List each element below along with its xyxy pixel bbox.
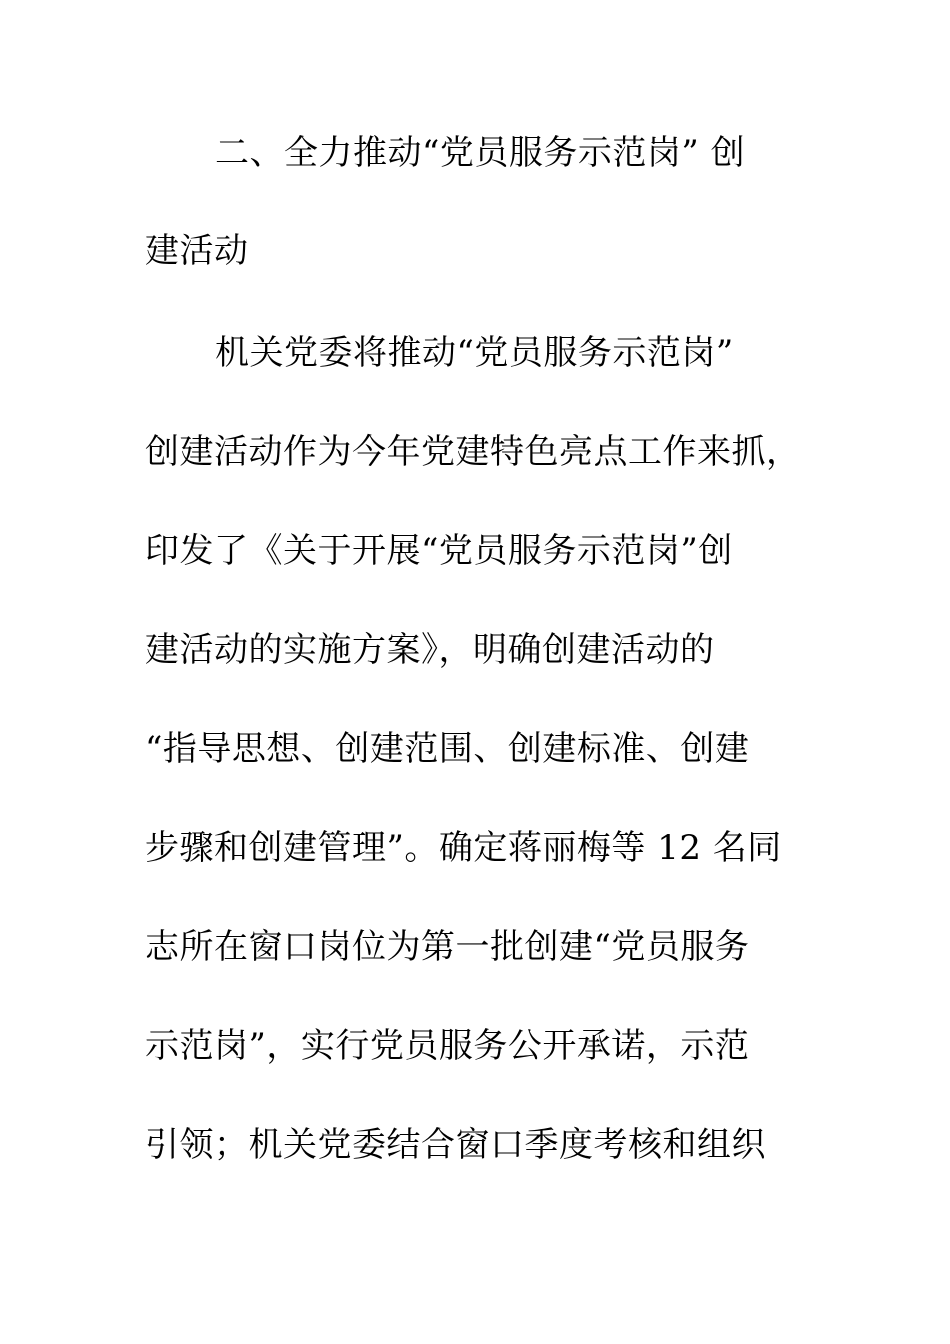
heading-line-2: 建活动 <box>145 231 249 271</box>
paragraph-line-7: 志所在窗口岗位为第一批创建“党员服务 <box>145 927 750 967</box>
heading-line-1: 二、全力推动“党员服务示范岗” 创 <box>215 133 746 173</box>
paragraph-line-9: 引领；机关党委结合窗口季度考核和组织 <box>145 1125 766 1165</box>
paragraph-line-3: 印发了《关于开展“党员服务示范岗”创 <box>145 531 733 571</box>
paragraph-line-1: 机关党委将推动“党员服务示范岗” <box>215 333 734 373</box>
paragraph-line-4: 建活动的实施方案》，明确创建活动的 <box>145 630 715 670</box>
paragraph-line-8: 示范岗”，实行党员服务公开承诺，示范 <box>145 1026 750 1066</box>
paragraph-line-5: “指导思想、创建范围、创建标准、创建 <box>145 729 750 769</box>
paragraph-line-6: 步骤和创建管理”。确定蒋丽梅等 12 名同 <box>145 828 782 868</box>
paragraph-line-2: 创建活动作为今年党建特色亮点工作来抓， <box>145 432 801 472</box>
